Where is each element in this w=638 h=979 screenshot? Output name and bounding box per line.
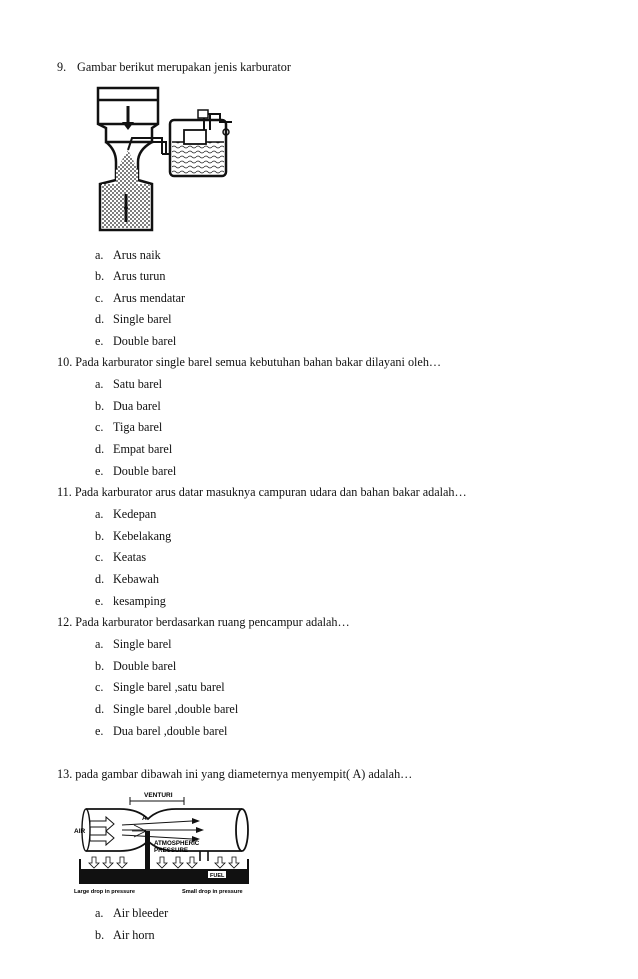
option-10e[interactable] xyxy=(95,464,176,479)
option-letter: d. xyxy=(95,702,105,716)
option-letter: b. xyxy=(95,659,105,673)
option-13b[interactable] xyxy=(95,928,155,943)
small-drop-label: Small drop in pressure xyxy=(182,889,243,895)
option-text: Kedepan xyxy=(113,507,157,521)
option-letter: d. xyxy=(95,312,105,326)
option-letter: d. xyxy=(95,442,105,456)
option-text: Tiga barel xyxy=(113,420,163,434)
venturi-label: VENTURI xyxy=(144,792,173,799)
question-text: Pada karburator arus datar masuknya campuran udara dan bahan bakar adalah… xyxy=(74,485,467,499)
option-12c[interactable] xyxy=(95,680,225,695)
option-text: Dua barel xyxy=(113,399,161,413)
option-letter: b. xyxy=(95,399,105,413)
option-letter: b. xyxy=(95,269,105,283)
option-text: Satu barel xyxy=(113,377,163,391)
option-letter: c. xyxy=(95,680,104,694)
option-letter: b. xyxy=(95,928,105,942)
venturi-figure xyxy=(72,787,258,901)
option-12b[interactable] xyxy=(95,659,176,674)
option-text: Arus turun xyxy=(113,269,166,283)
option-text: Arus mendatar xyxy=(113,291,186,305)
option-letter: a. xyxy=(95,248,104,262)
atmospheric-label: ATMOSPHERIC xyxy=(154,840,200,847)
option-11b[interactable] xyxy=(95,529,171,544)
option-letter: e. xyxy=(95,594,104,608)
option-letter: a. xyxy=(95,507,104,521)
option-9a[interactable] xyxy=(95,248,161,263)
option-letter: e. xyxy=(95,464,104,478)
option-text: Single barel ,double barel xyxy=(113,702,239,716)
option-letter: a. xyxy=(95,906,104,920)
option-9b[interactable] xyxy=(95,269,165,284)
question-12 xyxy=(57,615,350,630)
question-13 xyxy=(57,767,412,782)
a-label: A xyxy=(142,815,147,822)
option-text: Arus naik xyxy=(113,248,161,262)
option-text: Kebelakang xyxy=(113,529,172,543)
option-12a[interactable] xyxy=(95,637,172,652)
option-9e[interactable] xyxy=(95,334,176,349)
question-10 xyxy=(57,355,441,370)
option-9d[interactable] xyxy=(95,312,172,327)
question-11 xyxy=(57,485,467,500)
question-text: Gambar berikut merupakan jenis karburator xyxy=(77,60,291,74)
option-11d[interactable] xyxy=(95,572,159,587)
air-label: AIR xyxy=(74,828,86,835)
option-letter: c. xyxy=(95,550,104,564)
question-number: 11. xyxy=(57,485,72,499)
option-text: Double barel xyxy=(113,464,177,478)
option-10d[interactable] xyxy=(95,442,172,457)
option-letter: e. xyxy=(95,724,104,738)
option-text: Dua barel ,double barel xyxy=(113,724,228,738)
option-text: Air horn xyxy=(113,928,155,942)
option-12d[interactable] xyxy=(95,702,238,717)
option-text: Kebawah xyxy=(113,572,160,586)
question-9 xyxy=(57,60,291,75)
option-text: Double barel xyxy=(113,334,177,348)
option-letter: a. xyxy=(95,377,104,391)
downdraft-carburetor-figure xyxy=(92,84,240,236)
option-letter: c. xyxy=(95,291,104,305)
option-text: Keatas xyxy=(113,550,147,564)
option-letter: a. xyxy=(95,637,104,651)
option-text: Double barel xyxy=(113,659,177,673)
option-letter: d. xyxy=(95,572,105,586)
option-13a[interactable] xyxy=(95,906,168,921)
question-number: 10. xyxy=(57,355,73,369)
question-text: pada gambar dibawah ini yang diameternya menyempit( A) adalah… xyxy=(75,767,413,781)
option-11e[interactable] xyxy=(95,594,166,609)
fuel-label: FUEL xyxy=(210,873,225,879)
option-11c[interactable] xyxy=(95,550,146,565)
large-drop-label: Large drop in pressure xyxy=(74,889,135,895)
option-9c[interactable] xyxy=(95,291,185,306)
question-number: 12. xyxy=(57,615,73,629)
question-text: Pada karburator berdasarkan ruang pencampur adalah… xyxy=(75,615,350,629)
option-letter: b. xyxy=(95,529,105,543)
option-10a[interactable] xyxy=(95,377,162,392)
option-letter: e. xyxy=(95,334,104,348)
pressure-label: PRESSURE xyxy=(154,847,189,854)
option-letter: c. xyxy=(95,420,104,434)
option-10b[interactable] xyxy=(95,399,161,414)
question-number: 9. xyxy=(57,60,67,74)
option-text: Air bleeder xyxy=(113,906,169,920)
question-number: 13. xyxy=(57,767,73,781)
option-text: Single barel ,satu barel xyxy=(113,680,225,694)
option-12e[interactable] xyxy=(95,724,227,739)
option-10c[interactable] xyxy=(95,420,162,435)
option-text: Empat barel xyxy=(113,442,173,456)
option-text: Single barel xyxy=(113,637,172,651)
option-text: kesamping xyxy=(113,594,166,608)
question-text: Pada karburator single barel semua kebutuhan bahan bakar dilayani oleh… xyxy=(75,355,442,369)
option-text: Single barel xyxy=(113,312,172,326)
option-11a[interactable] xyxy=(95,507,156,522)
